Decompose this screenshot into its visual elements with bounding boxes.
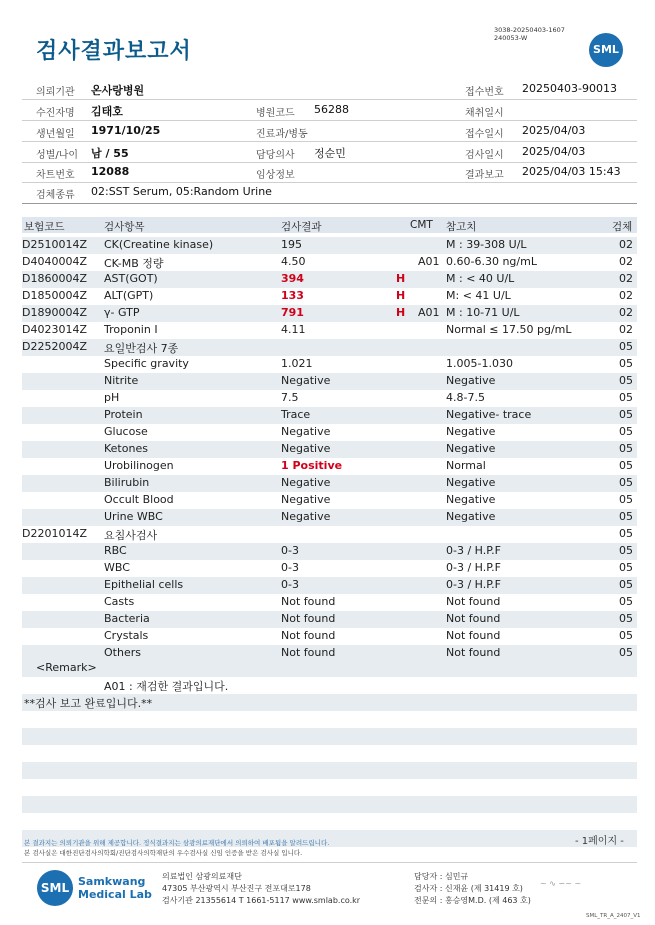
report-complete-row xyxy=(22,694,637,711)
sml-logo: SML xyxy=(589,33,623,67)
report-complete: **검사 보고 완료입니다.** xyxy=(24,697,153,710)
cell-code: D1890004Z xyxy=(22,306,87,319)
info-doctor-label: 담당의사 xyxy=(256,150,295,161)
info-clinical-label: 임상정보 xyxy=(256,170,295,181)
cell-item: WBC xyxy=(104,561,130,574)
table-row xyxy=(22,441,637,458)
blank-row xyxy=(22,728,637,745)
cell-ref: 1.005-1.030 xyxy=(446,357,513,370)
doc-no-line2: 240053-W xyxy=(494,34,528,42)
cell-ref: M : 39-308 U/L xyxy=(446,238,527,251)
cell-ref: Negative xyxy=(446,510,496,523)
cell-spec: 05 xyxy=(619,442,633,455)
cell-item: Occult Blood xyxy=(104,493,174,506)
notice-2: 본 검사실은 대한진단검사의학회/진단검사의학재단의 우수검사실 신임 인증을 받은 검사실 입니다. xyxy=(24,849,303,857)
cell-ref: 0-3 / H.P.F xyxy=(446,561,501,574)
cell-result: 394 xyxy=(281,272,304,285)
document-number xyxy=(494,26,565,42)
results-table-header xyxy=(22,217,637,233)
header-specimen: 검체 xyxy=(612,221,633,233)
info-sex-age-label: 성별/나이 xyxy=(36,150,79,161)
cell-cmt: A01 xyxy=(418,306,440,319)
cell-flag: H xyxy=(396,306,406,319)
cell-result: Not found xyxy=(281,612,336,625)
cell-flag: H xyxy=(396,289,406,302)
cell-item: Ketones xyxy=(104,442,148,455)
cell-item: RBC xyxy=(104,544,127,557)
cell-spec: 05 xyxy=(619,578,633,591)
table-row xyxy=(22,407,637,424)
info-tested: 2025/04/03 xyxy=(522,145,586,158)
cell-ref: 4.8-7.5 xyxy=(446,391,485,404)
cell-ref: Not found xyxy=(446,629,501,642)
contact: 검사기관 21355614 T 1661-5117 www.smlab.co.kr xyxy=(162,896,361,905)
cell-ref: Negative xyxy=(446,493,496,506)
address: 47305 부산광역시 부산진구 전포대로178 xyxy=(162,884,311,893)
cell-spec: 02 xyxy=(619,272,633,285)
info-collected-label: 채취일시 xyxy=(465,108,504,119)
staff-info xyxy=(414,871,531,907)
header-code: 보험코드 xyxy=(24,221,65,233)
cell-code: D4023014Z xyxy=(22,323,87,336)
info-chart: 12088 xyxy=(91,165,130,178)
cell-spec: 05 xyxy=(619,629,633,642)
blank-row xyxy=(22,796,637,813)
cell-spec: 05 xyxy=(619,408,633,421)
cell-spec: 05 xyxy=(619,357,633,370)
cell-result: 7.5 xyxy=(281,391,299,404)
table-row xyxy=(22,373,637,390)
cell-result: 133 xyxy=(281,289,304,302)
header-ref: 참고치 xyxy=(446,221,477,233)
table-row xyxy=(22,611,637,628)
info-doctor: 정순민 xyxy=(314,147,346,160)
cell-code: D2252004Z xyxy=(22,340,87,353)
cell-code: D1860004Z xyxy=(22,272,87,285)
cell-ref: Negative- trace xyxy=(446,408,532,421)
table-row xyxy=(22,356,637,373)
cell-ref: Not found xyxy=(446,595,501,608)
info-divider xyxy=(22,120,637,121)
cell-spec: 02 xyxy=(619,323,633,336)
info-receipt-no-label: 접수번호 xyxy=(465,87,504,98)
remark-label: <Remark> xyxy=(36,661,97,674)
staff-3: 전문의 : 홍승영M.D. (제 463 호) xyxy=(414,896,531,905)
info-divider xyxy=(22,182,637,183)
signature-image: ~ ∿ ∽~ ~ xyxy=(540,879,582,888)
page-number: - 1페이지 - xyxy=(575,836,624,847)
table-row xyxy=(22,424,637,441)
cell-ref: Normal xyxy=(446,459,486,472)
cell-ref: 0-3 / H.P.F xyxy=(446,544,501,557)
form-code: SML_TR_A_2407_V1 xyxy=(586,913,641,919)
cell-item: 요일반검사 7종 xyxy=(104,342,179,355)
cell-spec: 05 xyxy=(619,425,633,438)
cell-spec: 05 xyxy=(619,527,633,540)
info-receipt-no: 20250403-90013 xyxy=(522,82,617,95)
cell-result: Negative xyxy=(281,493,331,506)
table-row xyxy=(22,288,637,305)
cell-spec: 05 xyxy=(619,340,633,353)
cell-spec: 05 xyxy=(619,612,633,625)
info-specimen: 02:SST Serum, 05:Random Urine xyxy=(91,185,272,198)
cell-ref: M : < 40 U/L xyxy=(446,272,515,285)
cell-spec: 05 xyxy=(619,374,633,387)
cell-ref: Normal ≤ 17.50 pg/mL xyxy=(446,323,572,336)
info-received-label: 접수일시 xyxy=(465,129,504,140)
cell-item: γ- GTP xyxy=(104,306,140,319)
cell-spec: 05 xyxy=(619,510,633,523)
cell-spec: 02 xyxy=(619,238,633,251)
cell-item: Urine WBC xyxy=(104,510,163,523)
cell-result: 0-3 xyxy=(281,561,299,574)
cell-result: 195 xyxy=(281,238,302,251)
info-divider xyxy=(22,162,637,163)
remark-note: A01 : 재검한 결과입니다. xyxy=(104,680,229,693)
info-received: 2025/04/03 xyxy=(522,124,586,137)
cell-spec: 05 xyxy=(619,493,633,506)
cell-item: Bacteria xyxy=(104,612,150,625)
cell-item: 요침사검사 xyxy=(104,529,158,542)
cell-ref: M: < 41 U/L xyxy=(446,289,511,302)
doc-no-line1: 3038-20250403-1607 xyxy=(494,26,565,34)
cell-item: AST(GOT) xyxy=(104,272,158,285)
brand-name xyxy=(78,875,152,901)
cell-cmt: A01 xyxy=(418,255,440,268)
cell-result: 4.11 xyxy=(281,323,306,336)
table-row xyxy=(22,628,637,645)
cell-ref: Negative xyxy=(446,425,496,438)
cell-result: 0-3 xyxy=(281,578,299,591)
cell-spec: 05 xyxy=(619,459,633,472)
org-name: 의료법인 삼광의료재단 xyxy=(162,872,242,881)
cell-result: 1 Positive xyxy=(281,459,343,472)
cell-result: 4.50 xyxy=(281,255,306,268)
cell-item: Nitrite xyxy=(104,374,139,387)
table-row xyxy=(22,492,637,509)
cell-item: Bilirubin xyxy=(104,476,150,489)
header-result: 검사결과 xyxy=(281,221,322,233)
cell-spec: 02 xyxy=(619,255,633,268)
table-row xyxy=(22,509,637,526)
cell-ref: Not found xyxy=(446,612,501,625)
staff-1: 담당자 : 심민규 xyxy=(414,872,469,881)
cell-code: D2201014Z xyxy=(22,527,87,540)
cell-spec: 05 xyxy=(619,544,633,557)
cell-item: CK-MB 정량 xyxy=(104,257,164,270)
footer-divider xyxy=(22,862,637,863)
cell-ref: Negative xyxy=(446,374,496,387)
table-row xyxy=(22,390,637,407)
cell-item: Specific gravity xyxy=(104,357,189,370)
cell-code: D4040004Z xyxy=(22,255,87,268)
info-divider xyxy=(22,99,637,100)
cell-item: CK(Creatine kinase) xyxy=(104,238,214,251)
info-patient-label: 수진자명 xyxy=(36,108,75,119)
footer-notices xyxy=(24,838,329,858)
cell-item: Troponin I xyxy=(104,323,158,336)
cell-item: Glucose xyxy=(104,425,148,438)
cell-spec: 02 xyxy=(619,306,633,319)
cell-ref: 0-3 / H.P.F xyxy=(446,578,501,591)
table-row xyxy=(22,254,637,271)
remark-row xyxy=(22,660,637,677)
report-title: 검사결과보고서 xyxy=(36,39,192,64)
cell-item: Others xyxy=(104,646,141,659)
cell-ref: Not found xyxy=(446,646,501,659)
cell-spec: 05 xyxy=(619,391,633,404)
cell-result: Not found xyxy=(281,629,336,642)
info-bottom-divider xyxy=(22,203,637,204)
table-row xyxy=(22,271,637,288)
cell-ref: Negative xyxy=(446,476,496,489)
info-dob: 1971/10/25 xyxy=(91,124,161,137)
cell-code: D2510014Z xyxy=(22,238,87,251)
brand-line1: Samkwang xyxy=(78,875,146,888)
staff-2: 검사자 : 신재윤 (제 31419 호) xyxy=(414,884,523,893)
notice-1: 본 결과지는 의뢰기관을 위해 제공합니다. 정식결과지는 삼광의료재단에서 의뢰하여 배포됨을 알려드립니다. xyxy=(24,839,330,847)
info-institution-label: 의뢰기관 xyxy=(36,87,75,98)
cell-flag: H xyxy=(396,272,406,285)
table-row xyxy=(22,305,637,322)
header-cmt: CMT xyxy=(410,219,433,231)
remark-note-row xyxy=(22,677,637,694)
cell-result: Negative xyxy=(281,476,331,489)
cell-spec: 05 xyxy=(619,561,633,574)
cell-ref: Negative xyxy=(446,442,496,455)
table-row xyxy=(22,237,637,254)
sml-footer-logo: SML xyxy=(37,870,73,906)
cell-spec: 05 xyxy=(619,595,633,608)
table-row xyxy=(22,526,637,543)
cell-spec: 05 xyxy=(619,646,633,659)
table-row xyxy=(22,322,637,339)
info-hospital-code: 56288 xyxy=(314,103,349,116)
info-dob-label: 생년월일 xyxy=(36,129,75,140)
info-hospital-code-label: 병원코드 xyxy=(256,108,295,119)
info-tested-label: 검사일시 xyxy=(465,150,504,161)
info-divider xyxy=(22,141,637,142)
table-row xyxy=(22,458,637,475)
cell-item: Casts xyxy=(104,595,135,608)
cell-result: Trace xyxy=(281,408,311,421)
cell-item: Crystals xyxy=(104,629,149,642)
brand-line2: Medical Lab xyxy=(78,888,152,901)
cell-item: Urobilinogen xyxy=(104,459,174,472)
cell-code: D1850004Z xyxy=(22,289,87,302)
info-chart-label: 차트번호 xyxy=(36,170,75,181)
table-row xyxy=(22,560,637,577)
cell-result: 791 xyxy=(281,306,304,319)
table-row xyxy=(22,475,637,492)
table-row xyxy=(22,577,637,594)
info-specimen-label: 검체종류 xyxy=(36,190,75,201)
info-institution: 온사랑병원 xyxy=(91,84,145,97)
cell-spec: 05 xyxy=(619,476,633,489)
info-dept-label: 진료과/병동 xyxy=(256,129,308,140)
table-row xyxy=(22,594,637,611)
info-patient: 김태호 xyxy=(91,105,123,118)
cell-result: Not found xyxy=(281,595,336,608)
cell-result: Negative xyxy=(281,425,331,438)
table-row xyxy=(22,543,637,560)
cell-result: 1.021 xyxy=(281,357,313,370)
cell-result: 0-3 xyxy=(281,544,299,557)
info-reported-label: 결과보고 xyxy=(465,170,504,181)
cell-ref: M : 10-71 U/L xyxy=(446,306,520,319)
info-reported: 2025/04/03 15:43 xyxy=(522,165,621,178)
cell-result: Negative xyxy=(281,374,331,387)
table-row xyxy=(22,339,637,356)
cell-result: Not found xyxy=(281,646,336,659)
lab-address xyxy=(162,871,360,907)
cell-result: Negative xyxy=(281,442,331,455)
cell-item: ALT(GPT) xyxy=(104,289,154,302)
info-sex-age: 남 / 55 xyxy=(91,147,129,160)
blank-row xyxy=(22,762,637,779)
header-item: 검사항목 xyxy=(104,221,145,233)
cell-item: pH xyxy=(104,391,120,404)
cell-spec: 02 xyxy=(619,289,633,302)
cell-result: Negative xyxy=(281,510,331,523)
cell-item: Epithelial cells xyxy=(104,578,184,591)
cell-ref: 0.60-6.30 ng/mL xyxy=(446,255,537,268)
cell-item: Protein xyxy=(104,408,143,421)
